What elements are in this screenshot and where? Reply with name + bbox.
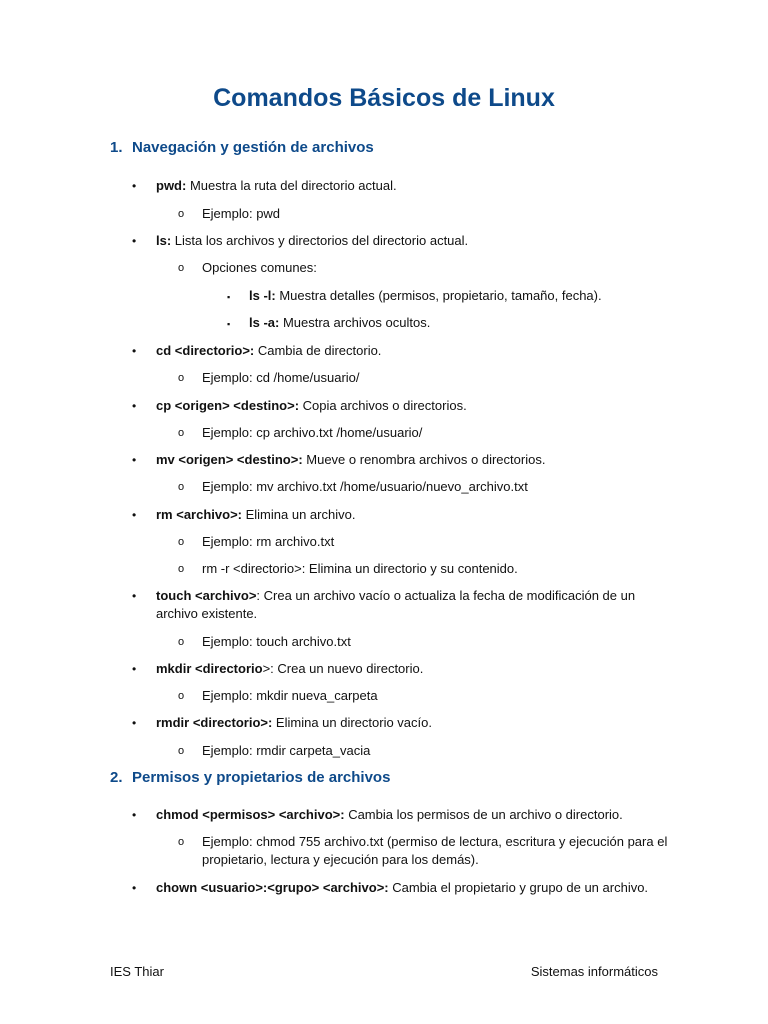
command-description: Mueve o renombra archivos o directorios.: [302, 452, 546, 467]
command-name: rm <archivo>:: [156, 507, 242, 522]
command-name: chown <usuario>:<grupo> <archivo>:: [156, 880, 389, 895]
list-item: [178, 687, 668, 705]
square-bullet-icon: ▪: [227, 292, 231, 302]
bullet-icon: •: [132, 881, 137, 895]
list-item: [178, 633, 668, 651]
bullet-icon: •: [132, 716, 137, 730]
list-item: [178, 742, 668, 760]
list-item: [132, 342, 666, 360]
bullet-icon: •: [132, 234, 137, 248]
command-description: Lista los archivos y directorios del directorio actual.: [171, 233, 469, 248]
command-name: mv <origen> <destino>:: [156, 452, 303, 467]
list-item: [132, 806, 666, 824]
bullet-icon: •: [132, 662, 137, 676]
list-item: [132, 397, 666, 415]
command-description: Muestra detalles (permisos, propietario, tamaño, fecha).: [275, 288, 602, 303]
circle-bullet-icon: o: [178, 262, 185, 274]
bullet-icon: •: [132, 344, 137, 358]
command-description: Muestra archivos ocultos.: [279, 315, 431, 330]
list-item: [227, 287, 669, 305]
list-item: [132, 177, 666, 195]
list-item: [132, 587, 666, 623]
command-name: touch <archivo>: [156, 588, 257, 603]
list-item: [132, 660, 666, 678]
list-item: [132, 506, 666, 524]
section-heading-navegacion: [110, 139, 374, 156]
list-item: [178, 560, 668, 578]
list-item: [132, 232, 666, 250]
bullet-icon: •: [132, 589, 137, 603]
item-text: Ejemplo: pwd: [202, 206, 281, 221]
command-name: mkdir <directorio: [156, 661, 263, 676]
command-name: chmod <permisos> <archivo>:: [156, 807, 345, 822]
command-description: Muestra la ruta del directorio actual.: [186, 178, 397, 193]
command-description: >: Crea un nuevo directorio.: [262, 661, 424, 676]
list-item: [178, 478, 668, 496]
document-title: Comandos Básicos de Linux: [213, 84, 555, 112]
circle-bullet-icon: o: [178, 636, 185, 648]
command-description: Cambia el propietario y grupo de un archivo.: [388, 880, 649, 895]
item-text: Ejemplo: cp archivo.txt /home/usuario/: [202, 425, 423, 440]
item-text: rm -r <directorio>: Elimina un directorio y su contenido.: [202, 561, 518, 576]
command-name: ls -l:: [249, 288, 276, 303]
section-label: Permisos y propietarios de archivos: [132, 769, 391, 786]
command-description: Cambia los permisos de un archivo o directorio.: [344, 807, 623, 822]
list-item: [178, 833, 668, 869]
bullet-icon: •: [132, 508, 137, 522]
item-text: Ejemplo: chmod 755 archivo.txt (permiso de lectura, escritura y ejecución para el propietario, lectura y ejecución para los demás).: [202, 834, 668, 867]
command-name: cd <directorio>:: [156, 343, 255, 358]
circle-bullet-icon: o: [178, 208, 185, 220]
section-number: 2.: [110, 769, 123, 786]
circle-bullet-icon: o: [178, 690, 185, 702]
command-name: rmdir <directorio>:: [156, 715, 273, 730]
command-description: Elimina un directorio vacío.: [272, 715, 432, 730]
command-description: Copia archivos o directorios.: [299, 398, 467, 413]
command-name: pwd:: [156, 178, 187, 193]
list-item: [178, 259, 668, 277]
command-description: Cambia de directorio.: [254, 343, 382, 358]
item-text: Opciones comunes:: [202, 260, 317, 275]
circle-bullet-icon: o: [178, 563, 185, 575]
item-text: Ejemplo: mv archivo.txt /home/usuario/nuevo_archivo.txt: [202, 479, 528, 494]
command-description: : Crea un archivo vacío o actualiza la fecha de modificación de un archivo existente.: [156, 588, 636, 621]
list-item: [227, 314, 669, 332]
circle-bullet-icon: o: [178, 372, 185, 384]
square-bullet-icon: ▪: [227, 319, 231, 329]
item-text: Ejemplo: cd /home/usuario/: [202, 370, 360, 385]
command-description: Elimina un archivo.: [242, 507, 356, 522]
command-name: ls:: [156, 233, 172, 248]
bullet-icon: •: [132, 179, 137, 193]
section-number: 1.: [110, 139, 123, 156]
command-name: ls -a:: [249, 315, 280, 330]
list-item: [178, 533, 668, 551]
section-heading-permisos: [110, 769, 390, 786]
item-text: Ejemplo: rm archivo.txt: [202, 534, 335, 549]
list-item: [178, 369, 668, 387]
list-item: [132, 714, 666, 732]
circle-bullet-icon: o: [178, 427, 185, 439]
bullet-icon: •: [132, 453, 137, 467]
list-item: [178, 424, 668, 442]
list-item: [178, 205, 668, 223]
circle-bullet-icon: o: [178, 836, 185, 848]
circle-bullet-icon: o: [178, 745, 185, 757]
item-text: Ejemplo: touch archivo.txt: [202, 634, 351, 649]
item-text: Ejemplo: mkdir nueva_carpeta: [202, 688, 378, 703]
item-text: Ejemplo: rmdir carpeta_vacia: [202, 743, 371, 758]
command-name: cp <origen> <destino>:: [156, 398, 300, 413]
section-label: Navegación y gestión de archivos: [132, 139, 374, 156]
bullet-icon: •: [132, 399, 137, 413]
footer-right: Sistemas informáticos: [530, 964, 658, 979]
circle-bullet-icon: o: [178, 481, 185, 493]
list-item: [132, 879, 666, 897]
circle-bullet-icon: o: [178, 536, 185, 548]
list-item: [132, 451, 666, 469]
bullet-icon: •: [132, 808, 137, 822]
footer-left: IES Thiar: [110, 964, 164, 979]
